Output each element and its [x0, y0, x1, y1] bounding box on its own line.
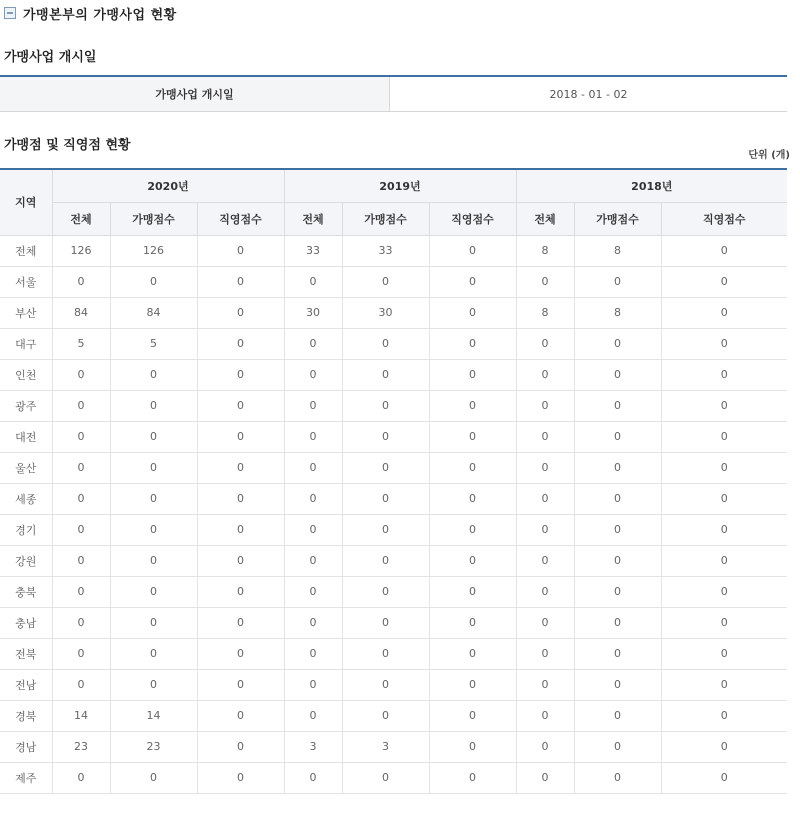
- region-cell: 대전: [0, 421, 52, 452]
- value-cell: 0: [516, 421, 574, 452]
- value-cell: 0: [574, 700, 661, 731]
- value-cell: 0: [516, 514, 574, 545]
- value-cell: 0: [342, 359, 429, 390]
- value-cell: 0: [284, 514, 342, 545]
- value-cell: 0: [284, 421, 342, 452]
- year-header: 2018년: [516, 169, 787, 202]
- value-cell: 0: [52, 638, 110, 669]
- region-cell: 대구: [0, 328, 52, 359]
- value-cell: 0: [52, 576, 110, 607]
- value-cell: 0: [429, 545, 516, 576]
- value-cell: 0: [342, 638, 429, 669]
- value-cell: 0: [284, 483, 342, 514]
- value-cell: 0: [197, 390, 284, 421]
- value-cell: 0: [342, 700, 429, 731]
- value-cell: 0: [429, 607, 516, 638]
- value-cell: 0: [110, 266, 197, 297]
- value-cell: 0: [661, 235, 787, 266]
- table-row: [0, 483, 787, 514]
- value-cell: 8: [574, 297, 661, 328]
- value-cell: 0: [429, 514, 516, 545]
- value-cell: 0: [516, 669, 574, 700]
- value-cell: 0: [197, 576, 284, 607]
- region-cell: 경기: [0, 514, 52, 545]
- value-cell: 0: [661, 638, 787, 669]
- table-row: [0, 235, 787, 266]
- region-cell: 강원: [0, 545, 52, 576]
- opening-date-label: 가맹사업 개시일: [0, 77, 390, 111]
- value-cell: 0: [342, 452, 429, 483]
- page-title: 가맹본부의 가맹사업 현황: [23, 7, 177, 23]
- value-cell: 14: [110, 700, 197, 731]
- value-cell: 0: [574, 669, 661, 700]
- value-cell: 0: [574, 731, 661, 762]
- value-cell: 0: [110, 545, 197, 576]
- value-cell: 0: [516, 390, 574, 421]
- value-cell: 0: [197, 297, 284, 328]
- value-cell: 33: [284, 235, 342, 266]
- table-row: [0, 359, 787, 390]
- value-cell: 0: [110, 607, 197, 638]
- value-cell: 0: [342, 483, 429, 514]
- table-row: [0, 607, 787, 638]
- region-cell: 전남: [0, 669, 52, 700]
- value-cell: 0: [284, 390, 342, 421]
- table-row: [0, 452, 787, 483]
- value-cell: 0: [429, 638, 516, 669]
- table-row: [0, 297, 787, 328]
- value-cell: 0: [52, 421, 110, 452]
- value-cell: 0: [516, 328, 574, 359]
- table-row: [0, 669, 787, 700]
- value-cell: 0: [429, 359, 516, 390]
- value-cell: 0: [661, 328, 787, 359]
- value-cell: 0: [52, 762, 110, 793]
- value-cell: 0: [110, 421, 197, 452]
- value-cell: 0: [429, 235, 516, 266]
- value-cell: 0: [284, 545, 342, 576]
- value-cell: 0: [197, 452, 284, 483]
- value-cell: 0: [574, 514, 661, 545]
- value-cell: 0: [342, 669, 429, 700]
- value-cell: 0: [516, 576, 574, 607]
- value-cell: 0: [110, 452, 197, 483]
- value-cell: 0: [661, 452, 787, 483]
- value-cell: 0: [110, 514, 197, 545]
- value-cell: 0: [516, 638, 574, 669]
- value-cell: 0: [516, 545, 574, 576]
- value-cell: 0: [661, 390, 787, 421]
- value-cell: 8: [516, 297, 574, 328]
- value-cell: 0: [110, 669, 197, 700]
- value-cell: 0: [52, 483, 110, 514]
- value-cell: 0: [574, 638, 661, 669]
- value-cell: 0: [516, 607, 574, 638]
- value-cell: 0: [52, 607, 110, 638]
- value-cell: 0: [342, 390, 429, 421]
- region-cell: 경남: [0, 731, 52, 762]
- value-cell: 0: [661, 359, 787, 390]
- value-cell: 0: [110, 390, 197, 421]
- value-cell: 0: [197, 607, 284, 638]
- sub-header: 직영점수: [197, 202, 284, 235]
- year-header: 2020년: [52, 169, 284, 202]
- table-row: [0, 731, 787, 762]
- value-cell: 0: [429, 669, 516, 700]
- region-cell: 충북: [0, 576, 52, 607]
- value-cell: 0: [429, 731, 516, 762]
- region-cell: 울산: [0, 452, 52, 483]
- value-cell: 0: [197, 731, 284, 762]
- value-cell: 0: [342, 514, 429, 545]
- collapse-icon[interactable]: [4, 7, 16, 19]
- table-row: [0, 421, 787, 452]
- value-cell: 0: [661, 731, 787, 762]
- table-row: [0, 328, 787, 359]
- value-cell: 0: [516, 359, 574, 390]
- value-cell: 0: [661, 762, 787, 793]
- value-cell: 0: [574, 328, 661, 359]
- value-cell: 84: [52, 297, 110, 328]
- value-cell: 0: [661, 545, 787, 576]
- value-cell: 0: [197, 421, 284, 452]
- value-cell: 0: [429, 328, 516, 359]
- value-cell: 0: [52, 514, 110, 545]
- value-cell: 30: [284, 297, 342, 328]
- value-cell: 0: [52, 669, 110, 700]
- value-cell: 3: [284, 731, 342, 762]
- sub-header: 전체: [52, 202, 110, 235]
- value-cell: 0: [284, 328, 342, 359]
- value-cell: 0: [429, 421, 516, 452]
- value-cell: 0: [197, 359, 284, 390]
- value-cell: 0: [284, 638, 342, 669]
- value-cell: 0: [197, 235, 284, 266]
- value-cell: 0: [110, 483, 197, 514]
- value-cell: 0: [284, 359, 342, 390]
- value-cell: 0: [429, 452, 516, 483]
- value-cell: 0: [342, 762, 429, 793]
- region-cell: 서울: [0, 266, 52, 297]
- value-cell: 0: [574, 390, 661, 421]
- region-cell: 광주: [0, 390, 52, 421]
- value-cell: 0: [661, 266, 787, 297]
- table-row: [0, 514, 787, 545]
- region-cell: 제주: [0, 762, 52, 793]
- value-cell: 126: [110, 235, 197, 266]
- value-cell: 0: [574, 762, 661, 793]
- value-cell: 0: [197, 638, 284, 669]
- value-cell: 0: [429, 266, 516, 297]
- value-cell: 0: [661, 421, 787, 452]
- value-cell: 0: [574, 421, 661, 452]
- value-cell: 0: [574, 545, 661, 576]
- value-cell: 30: [342, 297, 429, 328]
- value-cell: 0: [574, 452, 661, 483]
- stores-section-title: 가맹점 및 직영점 현황: [4, 138, 131, 153]
- value-cell: 0: [661, 297, 787, 328]
- value-cell: 14: [52, 700, 110, 731]
- value-cell: 0: [197, 700, 284, 731]
- value-cell: 5: [110, 328, 197, 359]
- value-cell: 0: [284, 266, 342, 297]
- value-cell: 0: [52, 452, 110, 483]
- value-cell: 0: [661, 483, 787, 514]
- region-cell: 전북: [0, 638, 52, 669]
- value-cell: 126: [52, 235, 110, 266]
- table-row: [0, 266, 787, 297]
- value-cell: 0: [52, 390, 110, 421]
- value-cell: 0: [52, 266, 110, 297]
- value-cell: 0: [284, 452, 342, 483]
- table-row: [0, 390, 787, 421]
- value-cell: 0: [284, 607, 342, 638]
- value-cell: 8: [516, 235, 574, 266]
- table-row: [0, 576, 787, 607]
- value-cell: 0: [197, 669, 284, 700]
- value-cell: 0: [661, 576, 787, 607]
- unit-label: 단위 (개): [748, 150, 790, 161]
- value-cell: 0: [661, 607, 787, 638]
- value-cell: 0: [197, 762, 284, 793]
- value-cell: 8: [574, 235, 661, 266]
- region-cell: 전체: [0, 235, 52, 266]
- value-cell: 0: [574, 266, 661, 297]
- value-cell: 0: [52, 359, 110, 390]
- sub-header: 가맹점수: [574, 202, 661, 235]
- opening-date-value: 2018 - 01 - 02: [549, 87, 628, 101]
- value-cell: 0: [661, 669, 787, 700]
- region-cell: 인천: [0, 359, 52, 390]
- sub-header: 직영점수: [429, 202, 516, 235]
- value-cell: 0: [661, 514, 787, 545]
- sub-header: 전체: [516, 202, 574, 235]
- value-cell: 0: [110, 359, 197, 390]
- value-cell: 0: [429, 700, 516, 731]
- value-cell: 0: [342, 328, 429, 359]
- table-row: [0, 762, 787, 793]
- table-row: [0, 545, 787, 576]
- value-cell: 0: [197, 545, 284, 576]
- store-stats-table: [0, 168, 787, 794]
- value-cell: 0: [342, 607, 429, 638]
- table-row: [0, 638, 787, 669]
- value-cell: 0: [197, 514, 284, 545]
- sub-header: 가맹점수: [110, 202, 197, 235]
- sub-header: 직영점수: [661, 202, 787, 235]
- value-cell: 0: [516, 266, 574, 297]
- value-cell: 0: [284, 669, 342, 700]
- region-cell: 세종: [0, 483, 52, 514]
- value-cell: 0: [429, 483, 516, 514]
- value-cell: 0: [516, 762, 574, 793]
- value-cell: 0: [429, 762, 516, 793]
- sub-header: 가맹점수: [342, 202, 429, 235]
- value-cell: 0: [574, 359, 661, 390]
- value-cell: 84: [110, 297, 197, 328]
- value-cell: 33: [342, 235, 429, 266]
- value-cell: 23: [52, 731, 110, 762]
- value-cell: 0: [342, 266, 429, 297]
- region-header: 지역: [0, 169, 52, 235]
- value-cell: 0: [661, 700, 787, 731]
- region-cell: 부산: [0, 297, 52, 328]
- value-cell: 0: [516, 700, 574, 731]
- table-row: [0, 700, 787, 731]
- region-cell: 충남: [0, 607, 52, 638]
- value-cell: 0: [110, 576, 197, 607]
- sub-header: 전체: [284, 202, 342, 235]
- year-header: 2019년: [284, 169, 516, 202]
- value-cell: 0: [429, 576, 516, 607]
- value-cell: 0: [284, 700, 342, 731]
- value-cell: 0: [516, 483, 574, 514]
- opening-date-table: [0, 75, 787, 112]
- region-cell: 경북: [0, 700, 52, 731]
- value-cell: 0: [516, 731, 574, 762]
- value-cell: 0: [52, 545, 110, 576]
- opening-section-title: 가맹사업 개시일: [4, 50, 97, 65]
- value-cell: 0: [429, 297, 516, 328]
- value-cell: 0: [197, 328, 284, 359]
- value-cell: 0: [342, 545, 429, 576]
- value-cell: 0: [110, 762, 197, 793]
- value-cell: 0: [342, 576, 429, 607]
- value-cell: 0: [574, 483, 661, 514]
- value-cell: 0: [197, 266, 284, 297]
- value-cell: 0: [284, 576, 342, 607]
- value-cell: 23: [110, 731, 197, 762]
- page-header: [4, 3, 177, 23]
- value-cell: 3: [342, 731, 429, 762]
- value-cell: 0: [516, 452, 574, 483]
- value-cell: 0: [342, 421, 429, 452]
- value-cell: 5: [52, 328, 110, 359]
- value-cell: 0: [284, 762, 342, 793]
- value-cell: 0: [197, 483, 284, 514]
- value-cell: 0: [110, 638, 197, 669]
- value-cell: 0: [574, 576, 661, 607]
- value-cell: 0: [574, 607, 661, 638]
- value-cell: 0: [429, 390, 516, 421]
